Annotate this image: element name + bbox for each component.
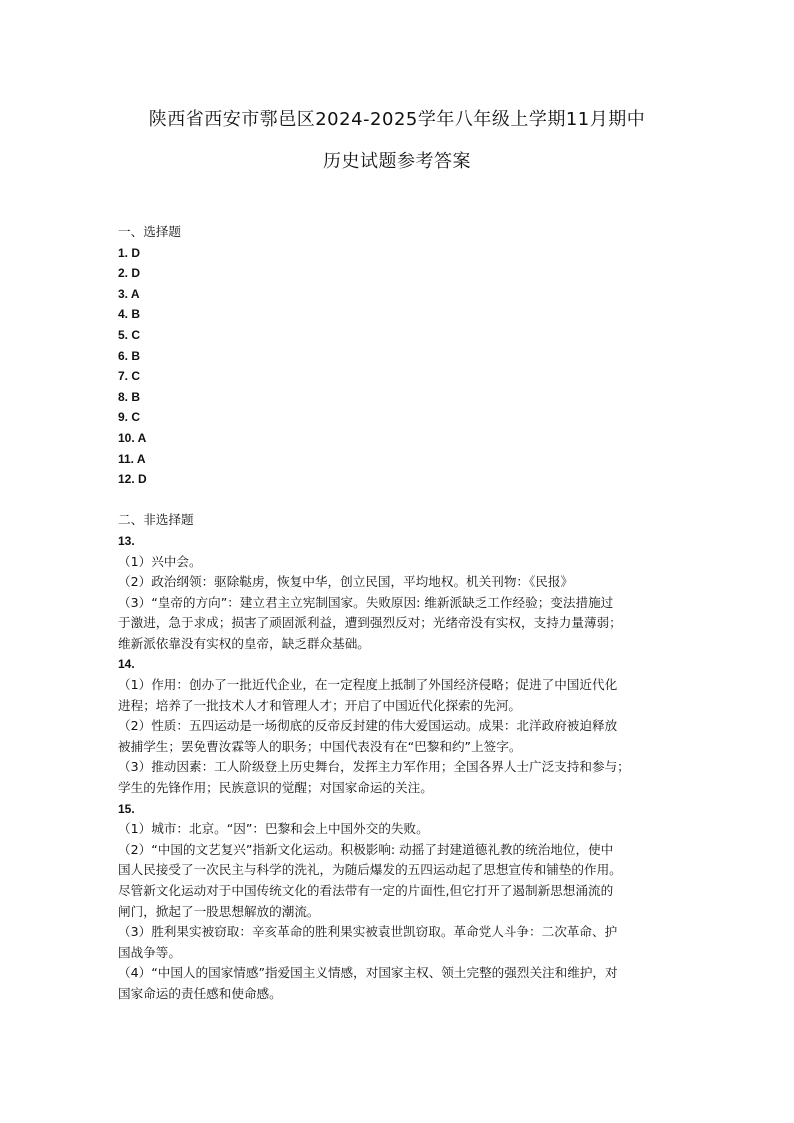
answer-line: （3）推动因素：工人阶级登上历史舞台，发挥主力军作用；全国各界人士广泛支持和参与； [118, 759, 630, 775]
section-gap [118, 490, 680, 511]
question-14 [118, 654, 680, 798]
answer-line: 国人民接受了一次民主与科学的洗礼，为随后爆发的五四运动起了思想宣传和铺垫的作用。 [118, 862, 622, 878]
answer-line: （2）“中国的文艺复兴”指新文化运动。积极影响: 动摇了封建道德礼教的统治地位，使中 [118, 841, 614, 857]
choice-answer: 4. B [118, 307, 141, 322]
answer-line: （1）作用：创办了一批近代企业，在一定程度上抵制了外国经济侵略；促进了中国近代化 [118, 677, 618, 693]
answer-line: （2）性质：五四运动是一场彻底的反帝反封建的伟大爱国运动。成果：北洋政府被迫释放 [118, 718, 618, 734]
choice-answer: 11. A [118, 451, 146, 466]
question-number: 15. [118, 801, 135, 816]
question-number: 13. [118, 533, 135, 548]
answer-line: 学生的先锋作用；民族意识的觉醒；对国家命运的关注。 [118, 780, 433, 796]
section1-heading: 一、选择题 [118, 224, 181, 239]
choice-answer: 1. D [118, 245, 141, 260]
choice-answers [118, 243, 680, 490]
answer-line: 进程；培养了一批技术人才和管理人才；开启了中国近代化探索的先河。 [118, 697, 521, 713]
answer-line: 国战争等。 [118, 944, 181, 960]
answer-line: 维新派依靠没有实权的皇帝，缺乏群众基础。 [118, 635, 370, 651]
answer-content [118, 222, 680, 1005]
choice-answer: 12. D [118, 472, 147, 487]
choice-answer: 3. A [118, 286, 140, 301]
question-number: 14. [118, 657, 135, 672]
question-15 [118, 799, 680, 1005]
answer-line: （4）“中国人的国家情感”指爱国主义情感，对国家主权、领土完整的强烈关注和维护，对 [118, 965, 618, 981]
answer-line: （1）城市：北京。“因”：巴黎和会上中国外交的失败。 [118, 821, 429, 837]
answer-line: 被捕学生；罢免曹汝霖等人的职务；中国代表没有在“巴黎和约”上签字。 [118, 738, 522, 754]
section2-heading: 二、非选择题 [118, 512, 194, 528]
question-13 [118, 531, 680, 655]
answer-line: （3）“皇帝的方向”：建立君主立宪制国家。失败原因: 维新派缺乏工作经验；变法措施过 [118, 594, 614, 610]
answer-line: 于激进，急于求成；损害了顽固派利益，遭到强烈反对；光绪帝没有实权，支持力量薄弱； [118, 615, 622, 631]
page-title-line2: 历史试题参考答案 [323, 151, 471, 172]
choice-answer: 2. D [118, 266, 141, 281]
choice-answer: 6. B [118, 348, 141, 363]
answer-line: 闸门，掀起了一股思想解放的潮流。 [118, 903, 320, 919]
answer-line: （3）胜利果实被窃取：辛亥革命的胜利果实被袁世凯窃取。革命党人斗争：二次革命、护 [118, 924, 618, 940]
choice-answer: 7. C [118, 369, 141, 384]
answer-line: 尽管新文化运动对于中国传统文化的看法带有一定的片面性,但它打开了遏制新思想涌流的 [118, 883, 614, 898]
answer-line: 国家命运的责任感和使命感。 [118, 985, 282, 1001]
choice-answer: 9. C [118, 410, 141, 425]
answer-line: （2）政治纲领：驱除鞑虏，恢复中华，创立民国，平均地权。机关刊物：《民报》 [118, 574, 574, 590]
choice-answer: 5. C [118, 327, 141, 342]
page-title-line1: 陕西省西安市鄠邑区2024-2025学年八年级上学期11月期中 [148, 109, 646, 130]
choice-answer: 8. B [118, 389, 141, 404]
answer-line: （1）兴中会。 [118, 553, 202, 569]
choice-answer: 10. A [118, 430, 147, 445]
